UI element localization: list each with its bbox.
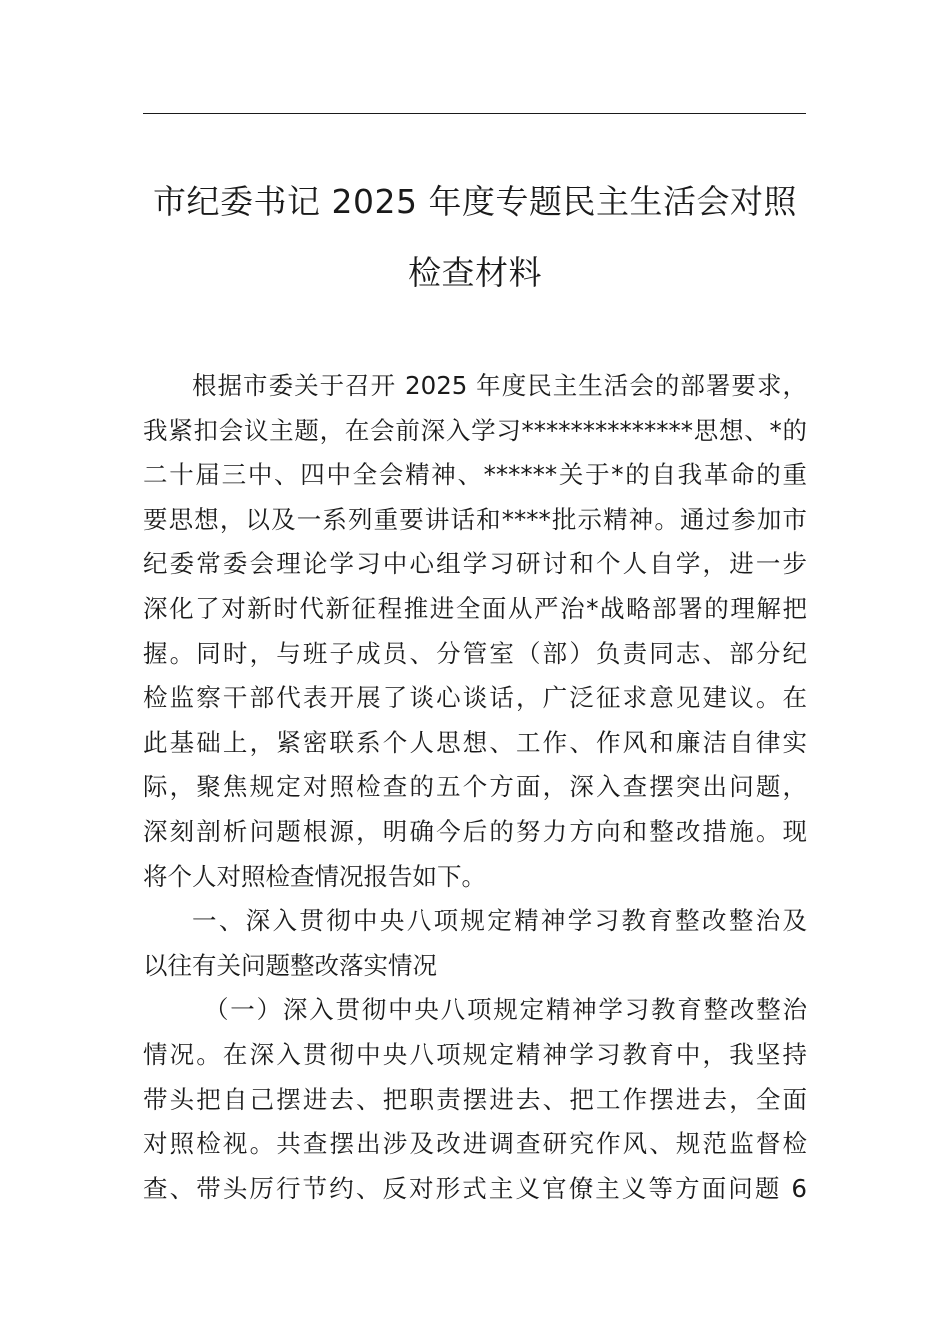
paragraph-1-line-12: 将个人对照检查情况报告如下。 bbox=[143, 861, 486, 891]
paragraph-1-line-6: 深化了对新时代新征程推进全面从严治*战略部署的理解把 bbox=[143, 593, 807, 623]
document-title bbox=[140, 166, 810, 308]
paragraph-1-line-1: 根据市委关于召开 2025 年度民主生活会的部署要求， bbox=[192, 371, 807, 400]
paragraph-1-line-9: 此基础上，紧密联系个人思想、工作、作风和廉洁自律实 bbox=[143, 727, 807, 757]
section-heading-line-2: 以往有关问题整改落实情况 bbox=[143, 950, 437, 980]
paragraph-3-line-1: （一）深入贯彻中央八项规定精神学习教育整改整治 bbox=[204, 995, 807, 1025]
paragraph-1-line-2: 我紧扣会议主题，在会前深入学习**************思想、*的 bbox=[143, 415, 807, 445]
paragraph-1-line-8: 检监察干部代表开展了谈心谈话，广泛征求意见建议。在 bbox=[143, 683, 807, 713]
paragraph-1-line-7: 握。同时，与班子成员、分管室（部）负责同志、部分纪 bbox=[143, 638, 807, 668]
paragraph-3-line-3: 带头把自己摆进去、把职责摆进去、把工作摆进去，全面 bbox=[143, 1084, 807, 1114]
title-line-1: 市纪委书记 2025 年度专题民主生活会对照 bbox=[153, 182, 797, 221]
paragraph-1-line-3: 二十届三中、四中全会精神、******关于*的自我革命的重 bbox=[143, 460, 807, 490]
paragraph-3-line-5: 查、带头厉行节约、反对形式主义官僚主义等方面问题 6 bbox=[143, 1173, 807, 1203]
paragraph-3-line-4: 对照检视。共查摆出涉及改进调查研究作风、规范监督检 bbox=[143, 1129, 807, 1159]
paragraph-3-line-2: 情况。在深入贯彻中央八项规定精神学习教育中，我坚持 bbox=[143, 1039, 807, 1069]
paragraph-1-line-4: 要思想，以及一系列重要讲话和****批示精神。通过参加市 bbox=[143, 504, 807, 534]
section-heading-line-1: 一、深入贯彻中央八项规定精神学习教育整改整治及 bbox=[192, 906, 807, 936]
title-line-2: 检查材料 bbox=[408, 253, 542, 292]
header-rule bbox=[143, 113, 806, 114]
paragraph-1-line-10: 际，聚焦规定对照检查的五个方面，深入查摆突出问题， bbox=[143, 772, 807, 802]
paragraph-1-line-5: 纪委常委会理论学习中心组学习研讨和个人自学，进一步 bbox=[143, 549, 807, 579]
document-body bbox=[143, 364, 807, 1211]
paragraph-1-line-11: 深刻剖析问题根源，明确今后的努力方向和整改措施。现 bbox=[143, 816, 807, 846]
